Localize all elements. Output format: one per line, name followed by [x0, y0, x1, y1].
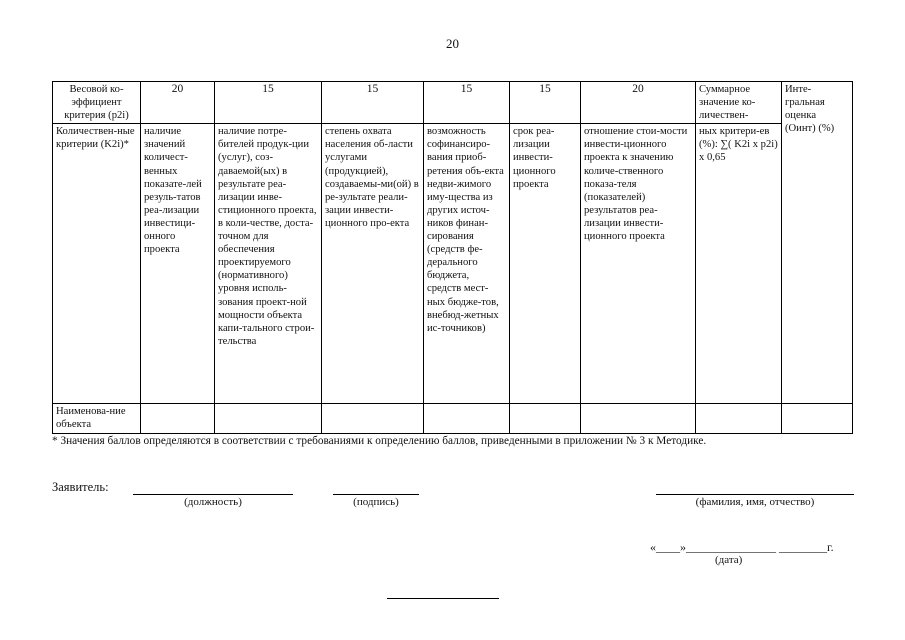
date-caption: (дата) — [715, 554, 743, 566]
empty-cell — [510, 404, 581, 434]
empty-cell — [424, 404, 510, 434]
integral-header: Инте-гральная оценка (Оинт) (%) — [782, 82, 853, 404]
position-line — [133, 494, 293, 495]
weight-cell: 15 — [424, 82, 510, 124]
weight-cell: 15 — [510, 82, 581, 124]
empty-cell — [782, 404, 853, 434]
criterion-cell: степень охвата населения об-ласти услугами (продукцией), создаваемы-ми(ой) в ре-зультате реали-зации инвести-ционного про-екта — [322, 124, 424, 404]
criteria-row — [53, 124, 853, 404]
signature-line — [333, 494, 419, 495]
criteria-table — [52, 81, 853, 434]
bottom-rule — [387, 598, 499, 599]
criteria-label: Количествен-ные критерии (K2i)* — [53, 124, 141, 404]
weight-cell: 20 — [581, 82, 696, 124]
name-line — [656, 494, 854, 495]
page-number: 20 — [446, 36, 459, 51]
applicant-label: Заявитель: — [52, 480, 109, 494]
footnote: * Значения баллов определяются в соответствии с требованиями к определению баллов, приведенными в приложении № 3 к Методике. — [52, 435, 707, 447]
object-name-label: Наименова-ние объекта — [53, 404, 141, 434]
empty-cell — [141, 404, 215, 434]
signature-caption: (подпись) — [353, 496, 399, 508]
criterion-cell: отношение стои-мости инвести-ционного проекта к значению количе-ственного показа-теля (показателей) результатов реа-лизации инвести-ционного проекта — [581, 124, 696, 404]
criterion-cell: срок реа-лизации инвести-ционного проекта — [510, 124, 581, 404]
criterion-cell: наличие потре-бителей продук-ции (услуг), соз-даваемой(ых) в результате реа-лизации инве-стиционного проекта, в коли-честве, доста-точном для обеспечения проектируемого (нормативного) уровня исполь-зования проект-ной мощности объекта капи-тального строи-тельства — [215, 124, 322, 404]
weight-cell: 20 — [141, 82, 215, 124]
weight-cell: 15 — [215, 82, 322, 124]
criterion-cell: возможность софинансиро-вания приоб-ретения объ-екта недви-жимого иму-щества из других источ-ников финан-сирования (средств фе-дерального бюджета, средств мест-ных бюдже-тов, внебюд-жетных ис-точников) — [424, 124, 510, 404]
object-row — [53, 404, 853, 434]
position-caption: (должность) — [184, 496, 242, 508]
total-formula: ных критери-ев (%): ∑( K2i x p2i) x 0,65 — [696, 124, 782, 404]
total-header: Суммарное значение ко-личествен- — [696, 82, 782, 124]
empty-cell — [322, 404, 424, 434]
empty-cell — [696, 404, 782, 434]
empty-cell — [581, 404, 696, 434]
weight-row — [53, 82, 853, 124]
name-caption: (фамилия, имя, отчество) — [695, 496, 815, 508]
date-line: «____»_______________ ________г. — [650, 540, 834, 554]
weight-label: Весовой ко-эффициент критерия (p2i) — [53, 82, 141, 124]
criterion-cell: наличие значений количест-венных показате-лей резуль-татов реа-лизации инвестици-онного проекта — [141, 124, 215, 404]
weight-cell: 15 — [322, 82, 424, 124]
empty-cell — [215, 404, 322, 434]
